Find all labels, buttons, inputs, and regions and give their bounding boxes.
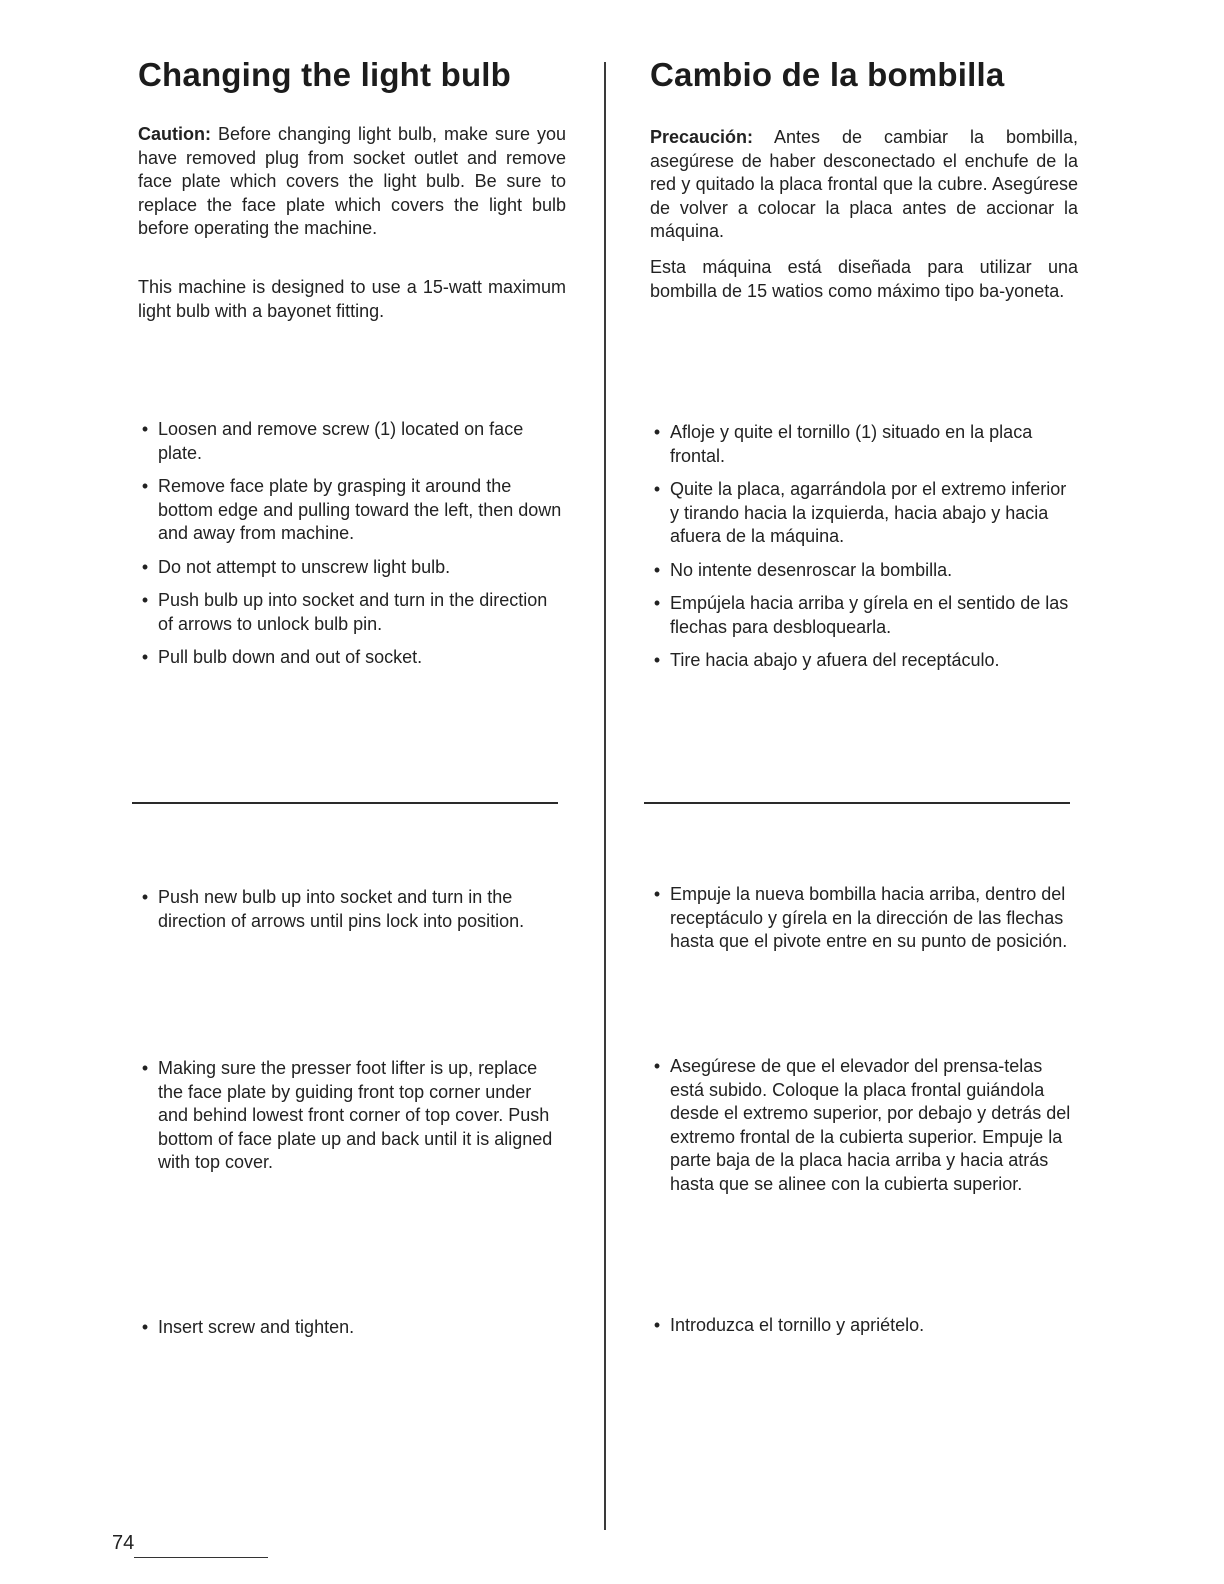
- bullet-icon: •: [141, 556, 149, 577]
- page-number-underline: [134, 1557, 268, 1558]
- bullet-icon: •: [141, 1058, 149, 1078]
- english-bulb-note: This machine is designed to use a 15-watt maximum light bulb with a bayonet fitting.: [138, 277, 566, 321]
- spanish-removal-step: • Empújela hacia arriba y gírela en el sentido de las flechas para desbloquearla.: [650, 592, 1078, 639]
- english-removal-step: • Loosen and remove screw (1) located on face plate.: [138, 418, 566, 465]
- section-rule: [644, 802, 1070, 804]
- spanish-title: Cambio de la bombilla: [650, 56, 1005, 93]
- english-removal-step: • Pull bulb down and out of socket.: [138, 646, 566, 670]
- spanish-removal-steps: [650, 421, 1078, 683]
- english-caution-text: Before changing light bulb, make sure you have removed plug from socket outlet and remove face plate which covers the light bulb. Be sure to replace the face plate which covers the light bulb before operating the machine.: [138, 124, 566, 238]
- spanish-caution-label: Precaución:: [650, 127, 754, 147]
- bullet-icon: •: [653, 559, 661, 580]
- spanish-caution: [650, 126, 1078, 244]
- column-divider: [604, 62, 606, 1530]
- spanish-removal-step: • Quite la placa, agarrándola por el extremo inferior y tirando hacia la izquierda, hacia abajo y hacia afuera de la máquina.: [650, 478, 1078, 549]
- spanish-install-step: • Empuje la nueva bombilla hacia arriba, dentro del receptáculo y gírela en la dirección de las flechas hasta que el pivote entre en su punto de posición.: [650, 883, 1078, 964]
- spanish-bulb-note: Esta máquina está diseñada para utilizar una bombilla de 15 watios como máximo tipo ba-yoneta.: [650, 257, 1078, 301]
- spanish-removal-step: • Afloje y quite el tornillo (1) situado en la placa frontal.: [650, 421, 1078, 468]
- english-faceplate-step: • Making sure the presser foot lifter is up, replace the face plate by guiding front top corner under and behind lowest front corner of top cover. Push bottom of face plate up and back until it is aligned with top cover.: [138, 1057, 566, 1185]
- english-screw-step: • Insert screw and tighten.: [138, 1316, 566, 1350]
- english-removal-step: • Do not attempt to unscrew light bulb.: [138, 556, 566, 580]
- english-removal-step: • Push bulb up into socket and turn in the direction of arrows to unlock bulb pin.: [138, 589, 566, 636]
- bullet-icon: •: [653, 1056, 661, 1076]
- english-title: Changing the light bulb: [138, 56, 512, 93]
- bullet-icon: •: [653, 479, 661, 499]
- bullet-icon: •: [141, 419, 149, 439]
- spanish-caution-text: Antes de cambiar la bombilla, asegúrese de haber desconectado el enchufe de la red y quitado la placa frontal que la cubre. Asegúrese de volver a colocar la placa antes de accionar la máquina.: [650, 127, 1078, 241]
- english-caution: [138, 123, 566, 241]
- spanish-removal-step: • Tire hacia abajo y afuera del receptáculo.: [650, 649, 1078, 673]
- english-caution-label: Caution:: [138, 124, 211, 144]
- bullet-icon: •: [653, 884, 661, 904]
- english-removal-steps: [138, 418, 566, 680]
- spanish-screw-step: • Introduzca el tornillo y apriételo.: [650, 1314, 1078, 1348]
- english-removal-step: • Remove face plate by grasping it around the bottom edge and pulling toward the left, then down and away from machine.: [138, 475, 566, 546]
- bullet-icon: •: [141, 887, 149, 907]
- bullet-icon: •: [141, 590, 149, 610]
- bullet-icon: •: [653, 650, 661, 670]
- bullet-icon: •: [141, 647, 149, 667]
- spanish-faceplate-step: • Asegúrese de que el elevador del prensa-telas está subido. Coloque la placa frontal guiándola desde el extremo superior, por debajo y detrás del extremo frontal de la cubierta superior. Empuje la parte baja de la placa hacia arriba y hacia atrás hasta que se alinee con la cubierta superior.: [650, 1055, 1078, 1206]
- english-install-step: • Push new bulb up into socket and turn in the direction of arrows until pins lock into position.: [138, 886, 566, 943]
- bullet-icon: •: [653, 422, 661, 442]
- section-rule: [132, 802, 558, 804]
- page-number: 74: [112, 1532, 135, 1554]
- bullet-icon: •: [653, 1315, 661, 1335]
- spanish-removal-step: • No intente desenroscar la bombilla.: [650, 559, 1078, 583]
- bullet-icon: •: [141, 1317, 149, 1337]
- bullet-icon: •: [653, 593, 661, 613]
- bullet-icon: •: [141, 476, 149, 496]
